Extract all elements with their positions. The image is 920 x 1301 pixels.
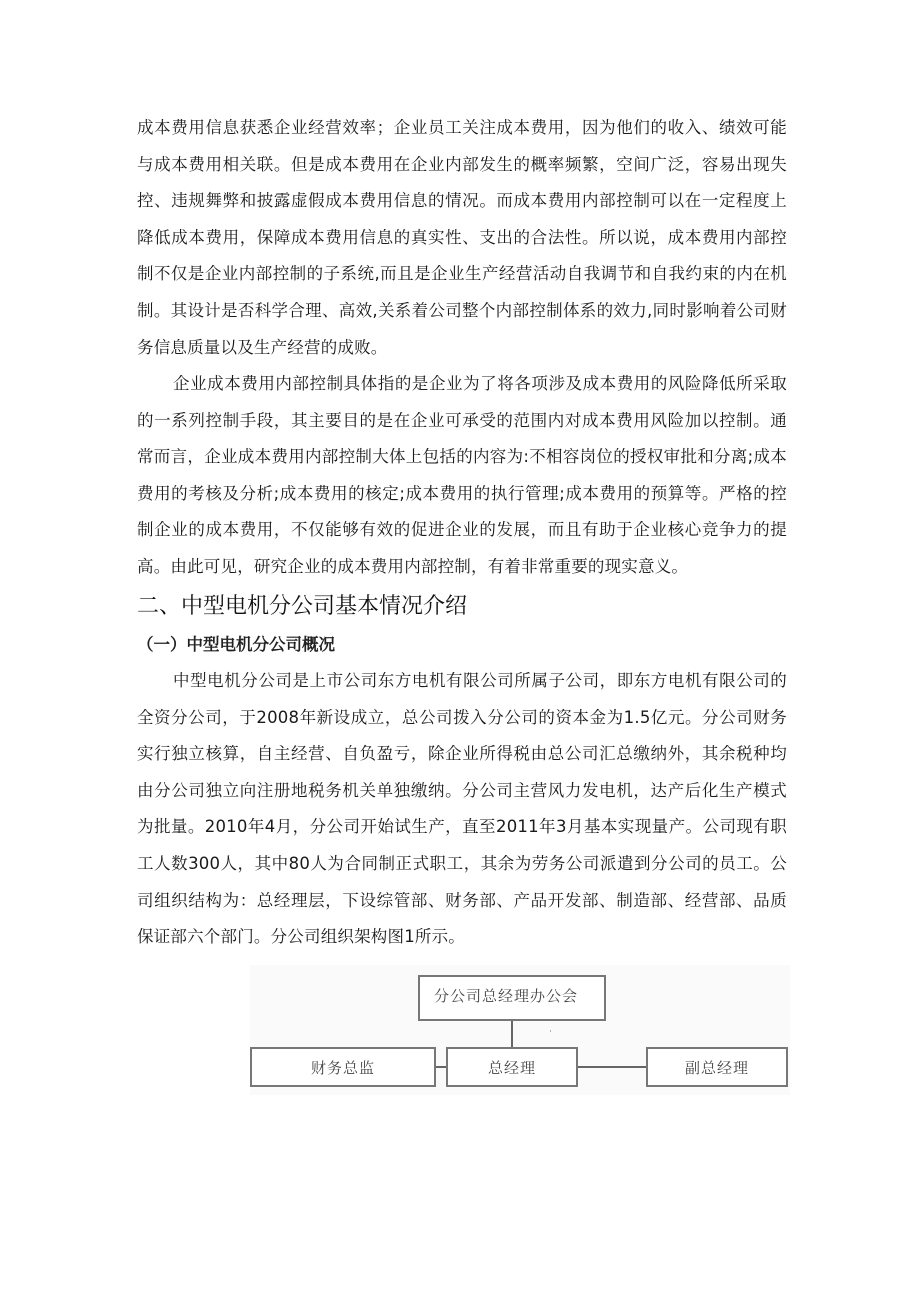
paragraph-company-overview: 中型电机分公司是上市公司东方电机有限公司所属子公司，即东方电机有限公司的全资分公司，于2008年新设成立，总公司拨入分公司的资本金为1.5亿元。分公司财务实行独立核算，自主经营、自负盈亏，除企业所得税由总公司汇总缴纳外，其余税种均由分公司独立向注册地税务机关单独缴纳。分公司主营风力发电机，达产后化生产模式为批量。2010年4月，分公司开始试生产，直至2011年3月基本实现量产。公司现有职工人数300人，其中80人为合同制正式职工，其余为劳务公司派遣到分公司的员工。公司组织结构为：总经理层，下设综管部、财务部、产品开发部、制造部、经营部、品质保证部六个部门。分公司组织架构图1所示。 <box>137 671 787 947</box>
paragraph-cost-control-definition: 企业成本费用内部控制具体指的是企业为了将各项涉及成本费用的风险降低所采取的一系列控制手段，其主要目的是在企业可承受的范围内对成本费用风险加以控制。通常而言，企业成本费用内部控制大体上包括的内容为:不相容岗位的授权审批和分离;成本费用的考核及分析;成本费用的核定;成本费用的执行管理;成本费用的预算等。严格的控制企业的成本费用，不仅能够有效的促进企业的发展，而且有助于企业核心竞争力的提高。由此可见，研究企业的成本费用内部控制，有着非常重要的现实意义。 <box>137 374 787 576</box>
org-box-deputy-general-manager: 副总经理 <box>646 1047 788 1087</box>
paragraph-cost-importance: 成本费用信息获悉企业经营效率；企业员工关注成本费用，因为他们的收入、绩效可能与成本费用相关联。但是成本费用在企业内部发生的概率频繁，空间广泛，容易出现失控、违规舞弊和披露虚假成本费用信息的情况。而成本费用内部控制可以在一定程度上降低成本费用，保障成本费用信息的真实性、支出的合法性。所以说，成本费用内部控制不仅是企业内部控制的子系统,而且是企业生产经营活动自我调节和自我约束的内在机制。其设计是否科学合理、高效,关系着公司整个内部控制体系的效力,同时影响着公司财务信息质量以及生产经营的成败。 <box>137 118 787 357</box>
org-box-general-manager-office: 分公司总经理办公会 <box>418 975 606 1021</box>
section-heading: 二、中型电机分公司基本情况介绍 <box>137 594 468 619</box>
subsection-heading: （一）中型电机分公司概况 <box>137 635 335 654</box>
org-box-general-manager: 总经理 <box>446 1047 578 1087</box>
org-box-finance-director: 财务总监 <box>250 1047 436 1087</box>
org-chart <box>250 965 790 1095</box>
